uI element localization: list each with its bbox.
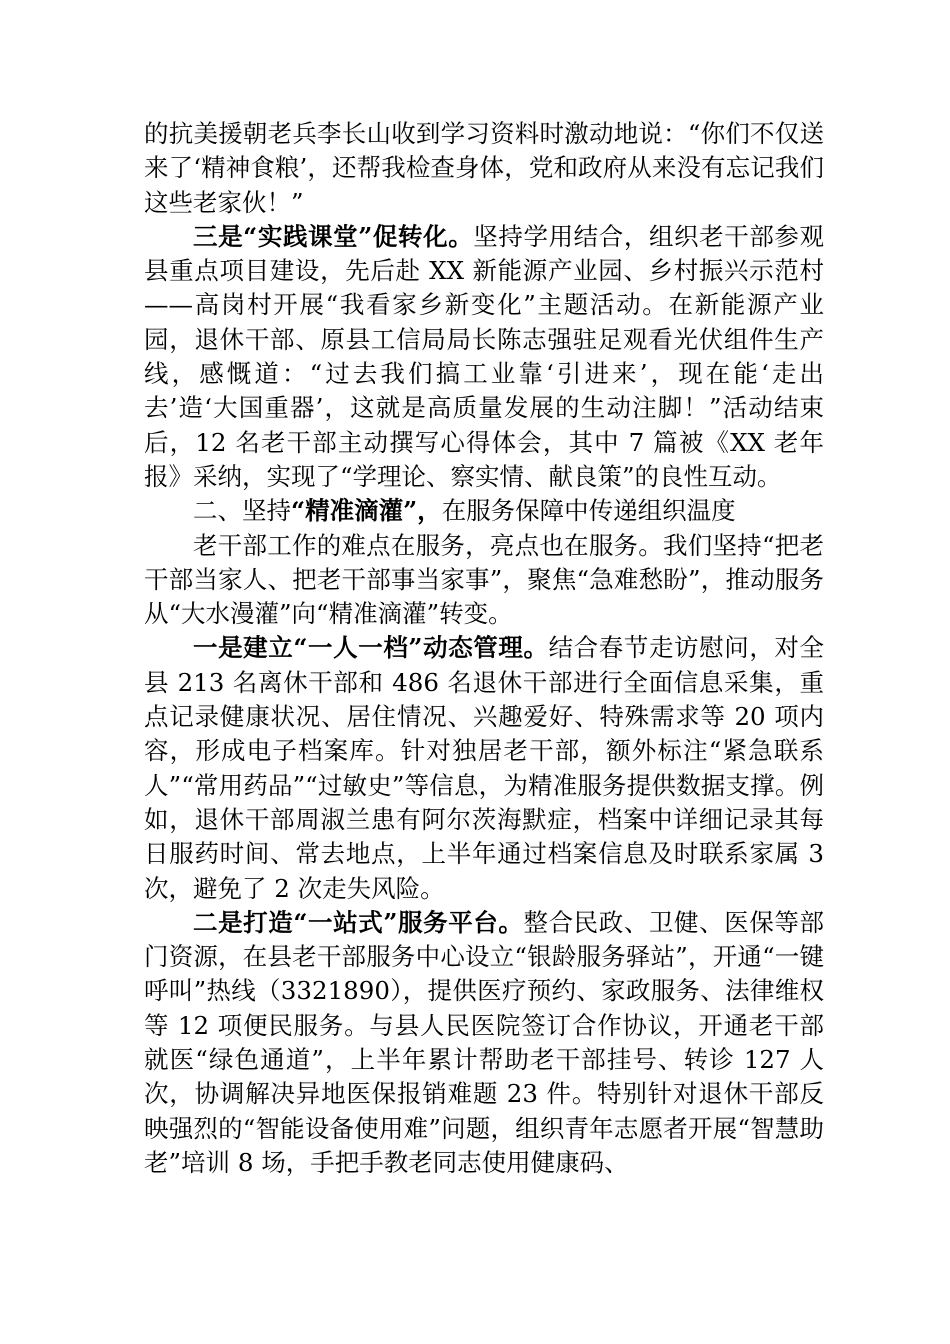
heading-suffix: 在服务保障中传递组织温度 (441, 496, 736, 526)
paragraph-veteran-quote: 的抗美援朝老兵李长山收到学习资料时激动地说：“你们不仅送来了‘精神食粮’，还帮我检查身体，党和政府从来没有忘记我们这些老家伙！” (144, 119, 824, 217)
paragraph-practice-classroom (144, 220, 824, 494)
section-heading-2 (144, 494, 824, 528)
paragraph-body: 坚持学用结合，组织老干部参观县重点项目建设，先后赴 XX 新能源产业园、乡村振兴示范村——高岗村开展“我看家乡新变化”主题活动。在新能源产业园，退休干部、原县工信局局长陈志强驻足观看光伏组件生产线，感慨道：“过去我们搞工业靠‘引进来’，现在能‘走出去’造‘大国重器’，这就是高质量发展的生动注脚！”活动结束后，12 名老干部主动撰写心得体会，其中 7 篇被《XX 老年报》采纳，实现了“学理论、察实情、献良策”的良性互动。 (144, 221, 824, 491)
heading-quote: “精准滴灌”， (291, 496, 442, 526)
paragraph-lead-bold: 三是“实践课堂”促转化。 (193, 221, 474, 251)
heading-prefix: 二、坚持 (193, 496, 291, 526)
document-page (144, 117, 824, 1180)
paragraph-one-person-one-file (144, 631, 824, 905)
paragraph-lead-bold: 二是打造“一站式”服务平台。 (193, 907, 524, 937)
paragraph-body: 结合春节走访慰问，对全县 213 名离休干部和 486 名退休干部进行全面信息采集，重点记录健康状况、居住情况、兴趣爱好、特殊需求等 20 项内容，形成电子档案库。针对独居老干部，额外标注“紧急联系人”“常用药品”“过敏史”等信息，为精准服务提供数据支撑。例如，退休干部周淑兰患有阿尔茨海默症，档案中详细记录其每日服药时间、常去地点，上半年通过档案信息及时联系家属 3 次，避免了 2 次走失风险。 (144, 633, 825, 903)
paragraph-one-stop-platform (144, 906, 824, 1180)
paragraph-service-intro: 老干部工作的难点在服务，亮点也在服务。我们坚持“把老干部当家人、把老干部事当家事”，聚焦“急难愁盼”，推动服务从“大水漫灌”向“精准滴灌”转变。 (144, 530, 824, 629)
paragraph-lead-bold: 一是建立“一人一档”动态管理。 (193, 633, 549, 663)
paragraph-body: 整合民政、卫健、医保等部门资源，在县老干部服务中心设立“银龄服务驿站”，开通“一键呼叫”热线（3321890），提供医疗预约、家政服务、法律维权等 12 项便民服务。与县人民医院签订合作协议，开通老干部就医“绿色通道”，上半年累计帮助老干部挂号、转诊 127 人次，协调解决异地医保报销难题 23 件。特别针对退休干部反映强烈的“智能设备使用难”问题，组织青年志愿者开展“智慧助老”培训 8 场，手把手教老同志使用健康码、 (144, 907, 825, 1177)
